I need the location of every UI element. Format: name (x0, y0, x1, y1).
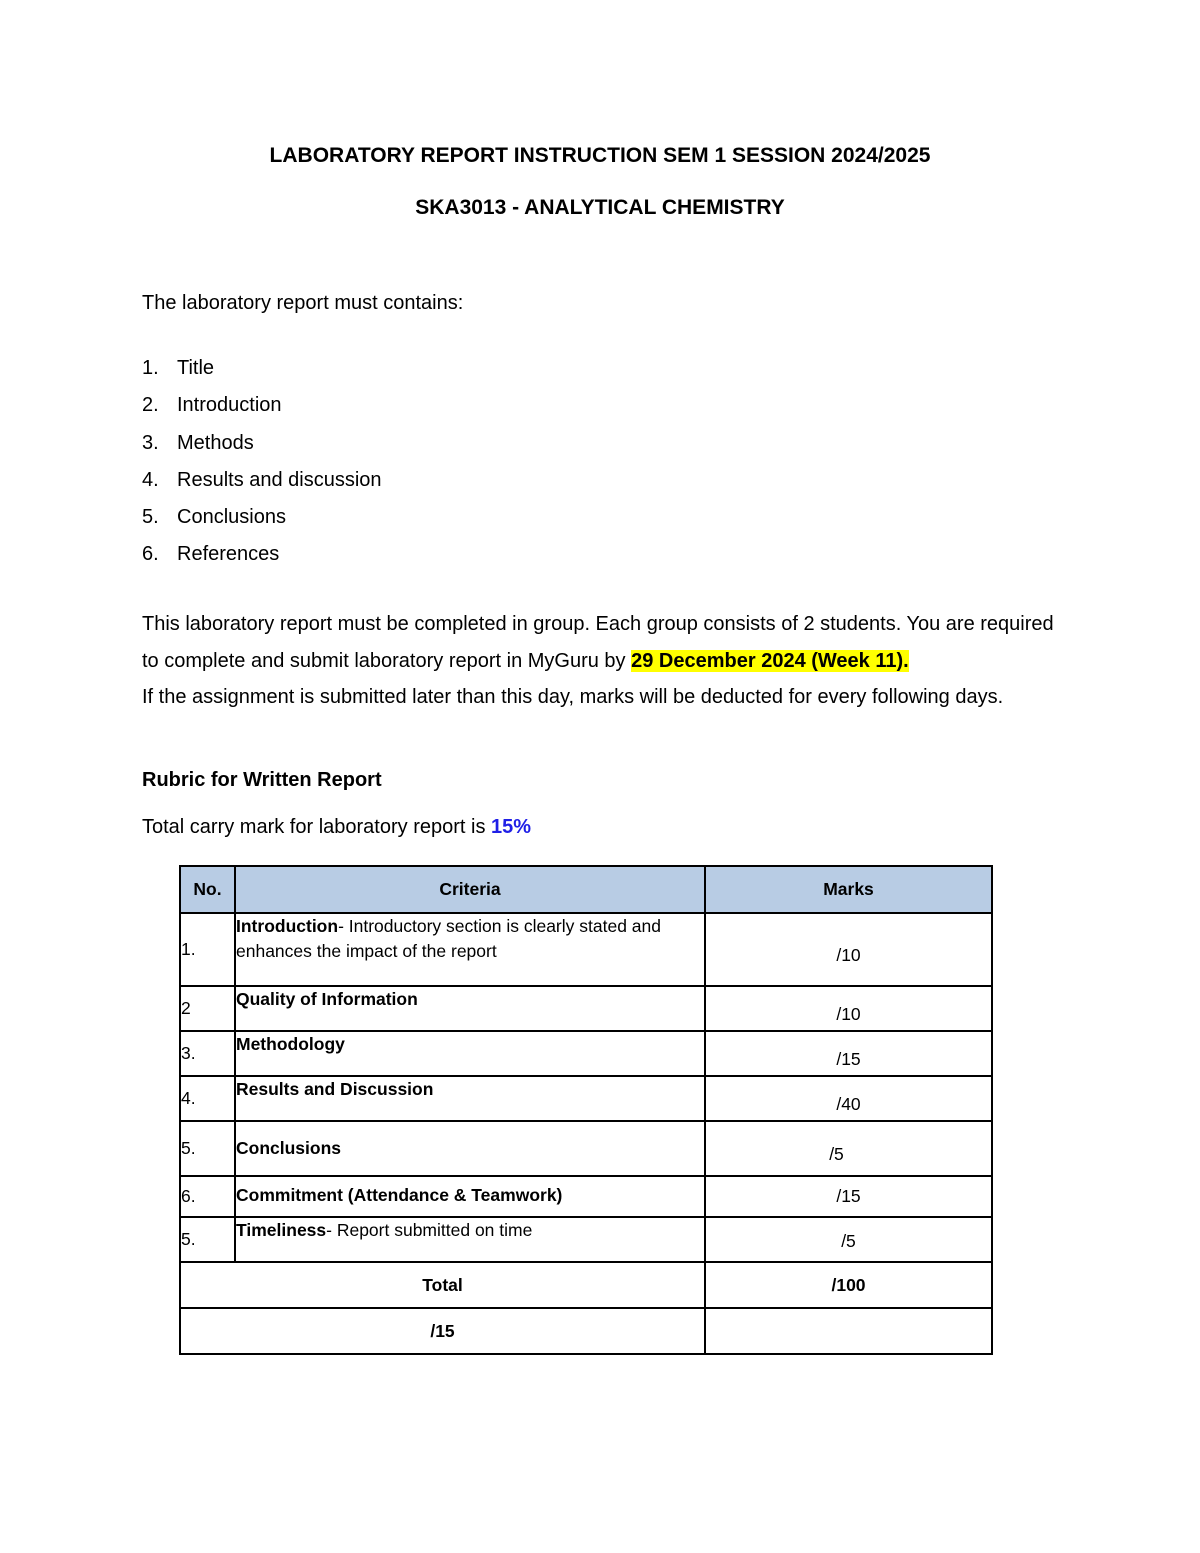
table-row: 2 Quality of Information /10 (180, 986, 992, 1031)
table-row: 5. Conclusions /5 (180, 1121, 992, 1176)
list-item: 3. Methods (142, 431, 254, 454)
table-header-row (180, 866, 992, 913)
document-title: LABORATORY REPORT INSTRUCTION SEM 1 SESSION 2024/2025 (269, 144, 931, 167)
carry-mark-percent: 15% (491, 816, 532, 838)
list-item: 4. Results and discussion (142, 468, 382, 491)
table-row: 1. Introduction- Introductory section is clearly stated and enhances the impact of the report /10 (180, 913, 992, 986)
list-item: 1. Title (142, 357, 215, 379)
carry-mark-text: Total carry mark for laboratory report is 15% (142, 816, 532, 838)
table-row: 3. Methodology /15 (180, 1031, 992, 1076)
table-row: 4. Results and Discussion /40 (180, 1076, 992, 1121)
table-row: 6. Commitment (Attendance & Teamwork) /15 (180, 1176, 992, 1217)
scaled-label: /15 (180, 1308, 705, 1354)
course-title: SKA3013 - ANALYTICAL CHEMISTRY (415, 196, 785, 219)
total-marks: /100 (705, 1262, 992, 1308)
column-header-criteria: Criteria (235, 866, 705, 913)
report-contents-list (142, 356, 382, 580)
scaled-marks (705, 1308, 992, 1354)
list-item: 2. Introduction (142, 394, 282, 417)
list-item: 6. References (142, 543, 280, 566)
total-row (180, 1262, 992, 1308)
contents-intro: The laboratory report must contains: (142, 292, 464, 314)
column-header-marks: Marks (705, 866, 992, 913)
rubric-table (179, 865, 993, 1355)
table-row: 5. Timeliness- Report submitted on time /5 (180, 1217, 992, 1262)
scaled-row (180, 1308, 992, 1354)
deadline-highlight: 29 December 2024 (Week 11). (631, 649, 909, 672)
rubric-heading: Rubric for Written Report (142, 769, 382, 791)
column-header-no: No. (180, 866, 235, 913)
instructions-paragraph: This laboratory report must be completed in group. Each group consists of 2 students. You are required to complete and submit laboratory report in MyGuru by 29 December 2024 (Week 11). If the assignment is submitted later than this day, marks will be deducted for every following days. (142, 613, 1054, 708)
list-item: 5. Conclusions (142, 506, 286, 529)
total-label: Total (180, 1262, 705, 1308)
